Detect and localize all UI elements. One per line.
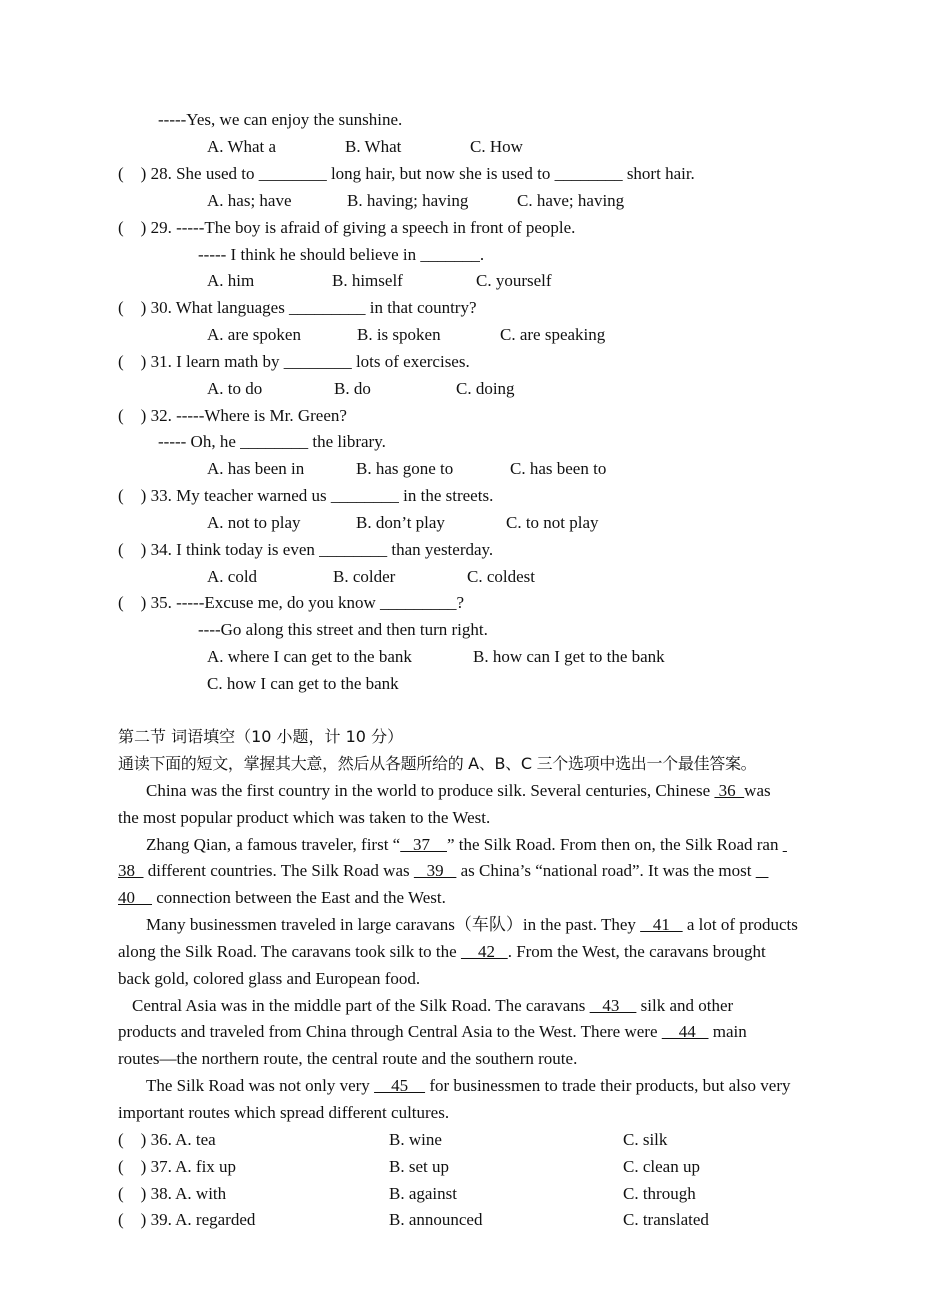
q28-option-b: B. having; having — [347, 191, 469, 210]
passage-p2-line3: 40 connection between the East and the West. — [118, 888, 446, 907]
passage-p4-line3: routes—the northern route, the central route and the southern route. — [118, 1049, 578, 1068]
blank-44: 44 — [661, 1022, 709, 1041]
q29-option-b: B. himself — [332, 271, 403, 290]
q37-option-b: B. set up — [389, 1157, 449, 1176]
passage-p2-line1: Zhang Qian, a famous traveler, first “ 37 ” the Silk Road. From then on, the Silk Road ran — [146, 835, 783, 854]
q31-stem: ( ) 31. I learn math by ________ lots of exercises. — [118, 352, 470, 371]
q28-stem: ( ) 28. She used to ________ long hair, but now she is used to ________ short hair. — [118, 164, 695, 183]
blank-38: 38 — [118, 861, 144, 880]
q30-option-c: C. are speaking — [500, 325, 606, 344]
passage-p5-line2: important routes which spread different cultures. — [118, 1103, 450, 1122]
q28-option-a: A. has; have — [207, 191, 292, 210]
q31-option-b: B. do — [334, 379, 371, 398]
q33-option-a: A. not to play — [207, 513, 301, 532]
q33-option-b: B. don’t play — [356, 513, 445, 532]
blank-41: 41 — [640, 915, 683, 934]
q30-option-a: A. are spoken — [207, 325, 301, 344]
q31-option-c: C. doing — [456, 379, 515, 398]
passage-p2-line2: 38 different countries. The Silk Road was 39 as China’s “national road”. It was the most — [118, 861, 756, 880]
blank-42: 42 — [460, 942, 508, 961]
blank-36: 36 — [714, 781, 745, 800]
q37-option-c: C. clean up — [623, 1157, 700, 1176]
q30-option-b: B. is spoken — [357, 325, 441, 344]
q32-stem: ( ) 32. -----Where is Mr. Green? — [118, 406, 347, 425]
q33-option-c: C. to not play — [506, 513, 599, 532]
passage-p4-line1: Central Asia was in the middle part of the Silk Road. The caravans 43 silk and other — [132, 996, 734, 1015]
q27-option-a: A. What a — [207, 137, 277, 156]
blank-37: 37 — [400, 835, 447, 854]
q36-stem: ( ) 36. A. tea — [118, 1130, 216, 1149]
q36-option-c: C. silk — [623, 1130, 668, 1149]
q29-reply: ----- I think he should believe in _______. — [198, 245, 485, 264]
q39-option-b: B. announced — [389, 1210, 483, 1229]
q34-option-c: C. coldest — [467, 567, 535, 586]
passage-p3-line1: Many businessmen traveled in large caravans（车队）in the past. They 41 a lot of products — [146, 915, 798, 934]
q34-option-a: A. cold — [207, 567, 258, 586]
passage-p4-line2: products and traveled from China through Central Asia to the West. There were 44 main — [118, 1022, 747, 1041]
q35-option-c: C. how I can get to the bank — [207, 674, 399, 693]
q36-option-b: B. wine — [389, 1130, 442, 1149]
q38-option-c: C. through — [623, 1184, 696, 1203]
passage-p1-line2: the most popular product which was taken to the West. — [118, 808, 491, 827]
q39-stem: ( ) 39. A. regarded — [118, 1210, 256, 1229]
blank-43: 43 — [589, 996, 637, 1015]
q32-option-c: C. has been to — [510, 459, 607, 478]
q35-stem: ( ) 35. -----Excuse me, do you know _________? — [118, 593, 465, 612]
q35-option-b: B. how can I get to the bank — [473, 647, 665, 666]
passage-p3-line3: back gold, colored glass and European food. — [118, 969, 421, 988]
section-heading: 第二节 词语填空（10 小题，计 10 分） — [118, 727, 404, 746]
q39-option-c: C. translated — [623, 1210, 709, 1229]
passage-p1-line1: China was the first country in the world to produce silk. Several centuries, Chinese 36 was — [146, 781, 771, 800]
blank-39: 39 — [413, 861, 457, 880]
q27-reply: -----Yes, we can enjoy the sunshine. — [158, 110, 403, 129]
q35-reply: ----Go along this street and then turn right. — [198, 620, 488, 639]
q30-stem: ( ) 30. What languages _________ in that country? — [118, 298, 477, 317]
section-instruction: 通读下面的短文，掌握其大意，然后从各题所给的 A、B、C 三个选项中选出一个最佳答案。 — [118, 754, 757, 773]
q31-option-a: A. to do — [207, 379, 263, 398]
q35-option-a: A. where I can get to the bank — [207, 647, 412, 666]
q28-option-c: C. have; having — [517, 191, 625, 210]
q29-option-a: A. him — [207, 271, 255, 290]
q38-option-b: B. against — [389, 1184, 457, 1203]
blank-40: 40 — [118, 888, 152, 907]
q27-option-b: B. What — [345, 137, 402, 156]
blank-45: 45 — [374, 1076, 426, 1095]
q37-stem: ( ) 37. A. fix up — [118, 1157, 237, 1176]
q32-option-b: B. has gone to — [356, 459, 454, 478]
q34-option-b: B. colder — [333, 567, 396, 586]
q29-option-c: C. yourself — [476, 271, 552, 290]
passage-p5-line1: The Silk Road was not only very 45 for businessmen to trade their products, but also very — [146, 1076, 791, 1095]
q32-reply: ----- Oh, he ________ the library. — [158, 432, 386, 451]
q34-stem: ( ) 34. I think today is even ________ than yesterday. — [118, 540, 494, 559]
q33-stem: ( ) 33. My teacher warned us ________ in the streets. — [118, 486, 494, 505]
q38-stem: ( ) 38. A. with — [118, 1184, 227, 1203]
passage-p3-line2: along the Silk Road. The caravans took silk to the 42 . From the West, the caravans brought — [118, 942, 766, 961]
q32-option-a: A. has been in — [207, 459, 305, 478]
q29-stem: ( ) 29. -----The boy is afraid of giving a speech in front of people. — [118, 218, 576, 237]
q27-option-c: C. How — [470, 137, 523, 156]
